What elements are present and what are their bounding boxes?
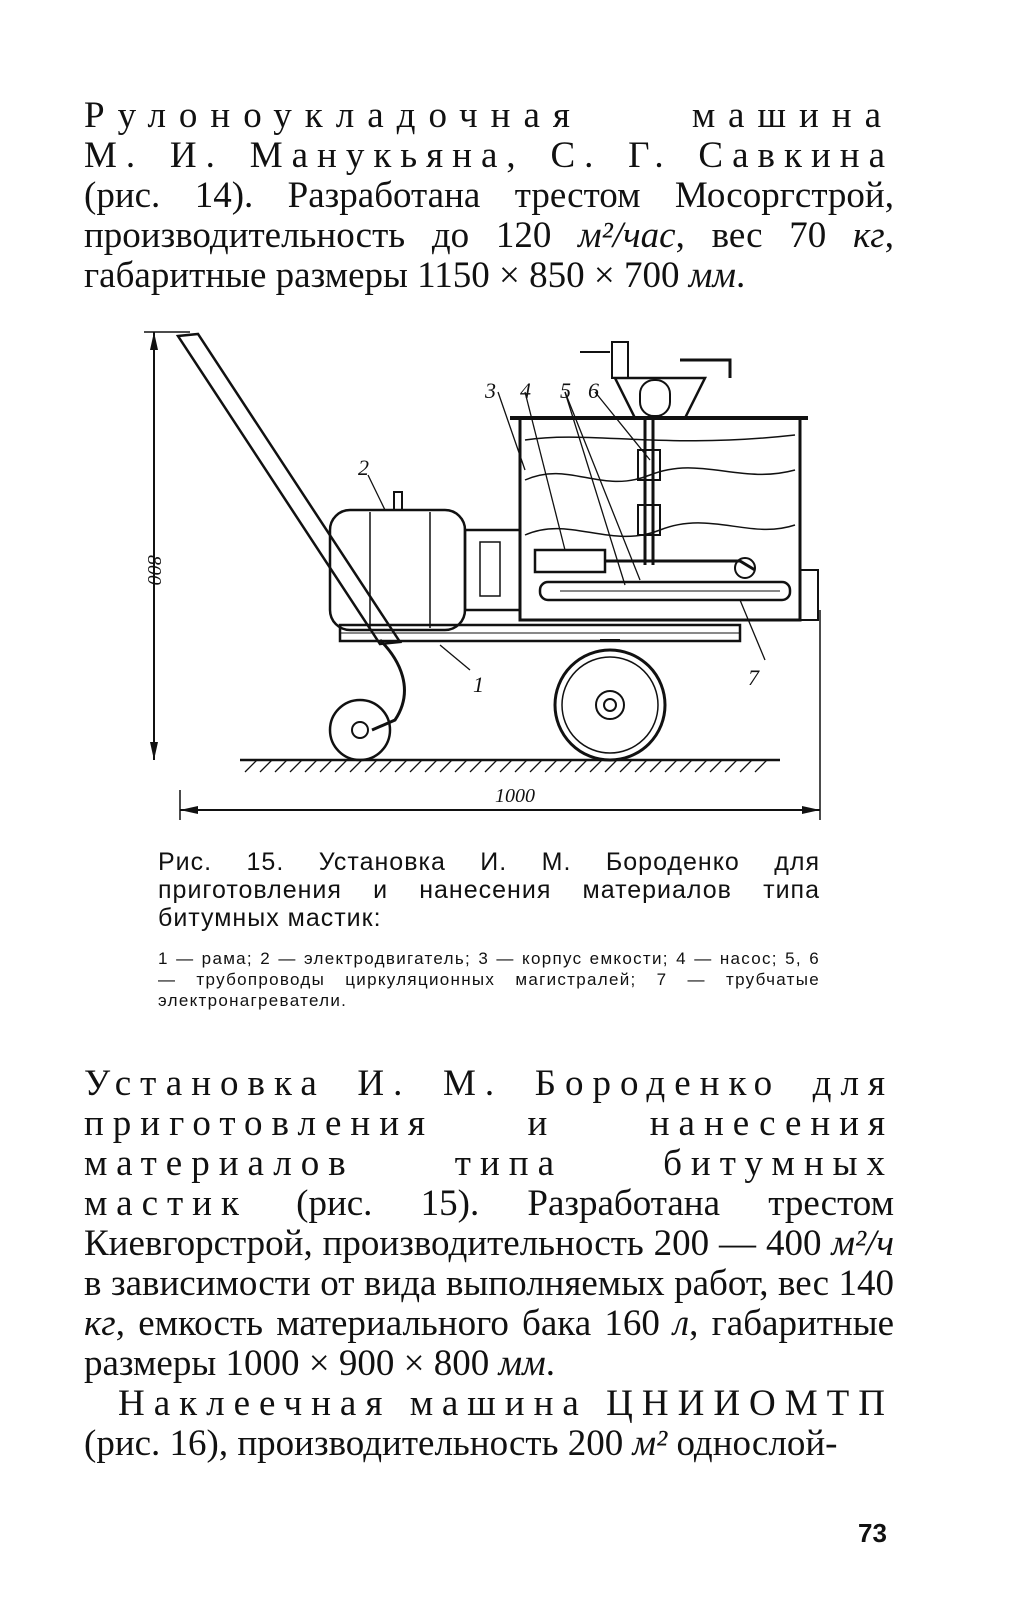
leader-lines [368,392,765,670]
height-dimension-label: 800 [143,555,165,585]
section2-text-end: . [545,1343,555,1384]
label-1: 1 [473,672,484,697]
section2-unit-m2h: м²/ч [831,1223,894,1264]
section3-text-1: (рис. 16), производительность 200 [84,1423,633,1464]
electric-motor [330,510,465,630]
figure-caption: Рис. 15. Установка И. М. Бороденко для приготовления и нанесения материалов типа битумных мастик: [158,848,820,932]
page-number: 73 [858,1518,887,1548]
intro-text-3: , габаритные размеры 1150 × 850 × 700 [84,215,894,296]
front-wheel [330,700,390,760]
section3-unit-m2: м² [632,1423,668,1464]
section3-paragraph [84,1384,894,1464]
intro-unit-m2h: м²/час [578,215,676,256]
section2-heading: Установка И. М. Бороденко для приготовления и нанесения материалов типа битумных мастик [84,1063,894,1224]
handle [178,334,400,644]
section2-unit-kg: кг [84,1303,116,1344]
label-4: 4 [520,378,531,403]
figure-15-drawing [140,320,840,820]
intro-heading-line2: М. И. Манукьяна, С. Г. Савкина [84,135,894,176]
width-dimension-label: 1000 [495,785,535,807]
intro-text-end: . [735,255,746,296]
label-2: 2 [358,455,369,480]
intro-paragraph [84,96,894,296]
label-5: 5 [560,378,571,403]
section2-unit-mm: мм [498,1343,546,1384]
section2-text-2: в зависимости от вида выполняемых работ, вес 140 [84,1263,894,1304]
intro-unit-mm: мм [688,255,736,296]
pump [535,550,605,572]
section3-text-2: однослой- [667,1423,838,1464]
intro-body [84,176,894,296]
intro-text-1: (рис. 14). Разработана трестом Мосоргстрой, производительность до 120 [84,175,894,256]
label-7: 7 [748,665,759,690]
feed-funnel [615,378,705,418]
intro-text-2: , вес 70 [675,215,853,256]
figure-legend: 1 — рама; 2 — электродвигатель; 3 — корпус емкости; 4 — насос; 5, 6 — трубопроводы циркуляционных магистралей; 7 — трубчатые электронагреватели. [158,949,820,1010]
section2-text-1: (рис. 15). Разработана трестом Киевгорстрой, производительность 200 — 400 [84,1183,894,1264]
section3-heading: Наклеечная машина ЦНИИОМТП [118,1383,894,1424]
intro-heading-line1: Рулоноукладочная машина [84,95,894,136]
label-3: 3 [485,378,496,403]
intro-unit-kg: кг [853,215,885,256]
section2-text-4: , габаритные размеры 1000 × 900 × 800 [84,1303,894,1384]
section2-paragraph [84,1064,894,1384]
label-6: 6 [588,378,599,403]
part-labels [358,378,760,697]
section2-text-3: , емкость материального бака 160 [115,1303,674,1344]
machine-drawing [140,320,840,820]
section2-unit-l: л [673,1303,690,1344]
rear-wheel [555,650,665,760]
ground-hatching [245,760,767,772]
caster-fork [372,640,404,730]
